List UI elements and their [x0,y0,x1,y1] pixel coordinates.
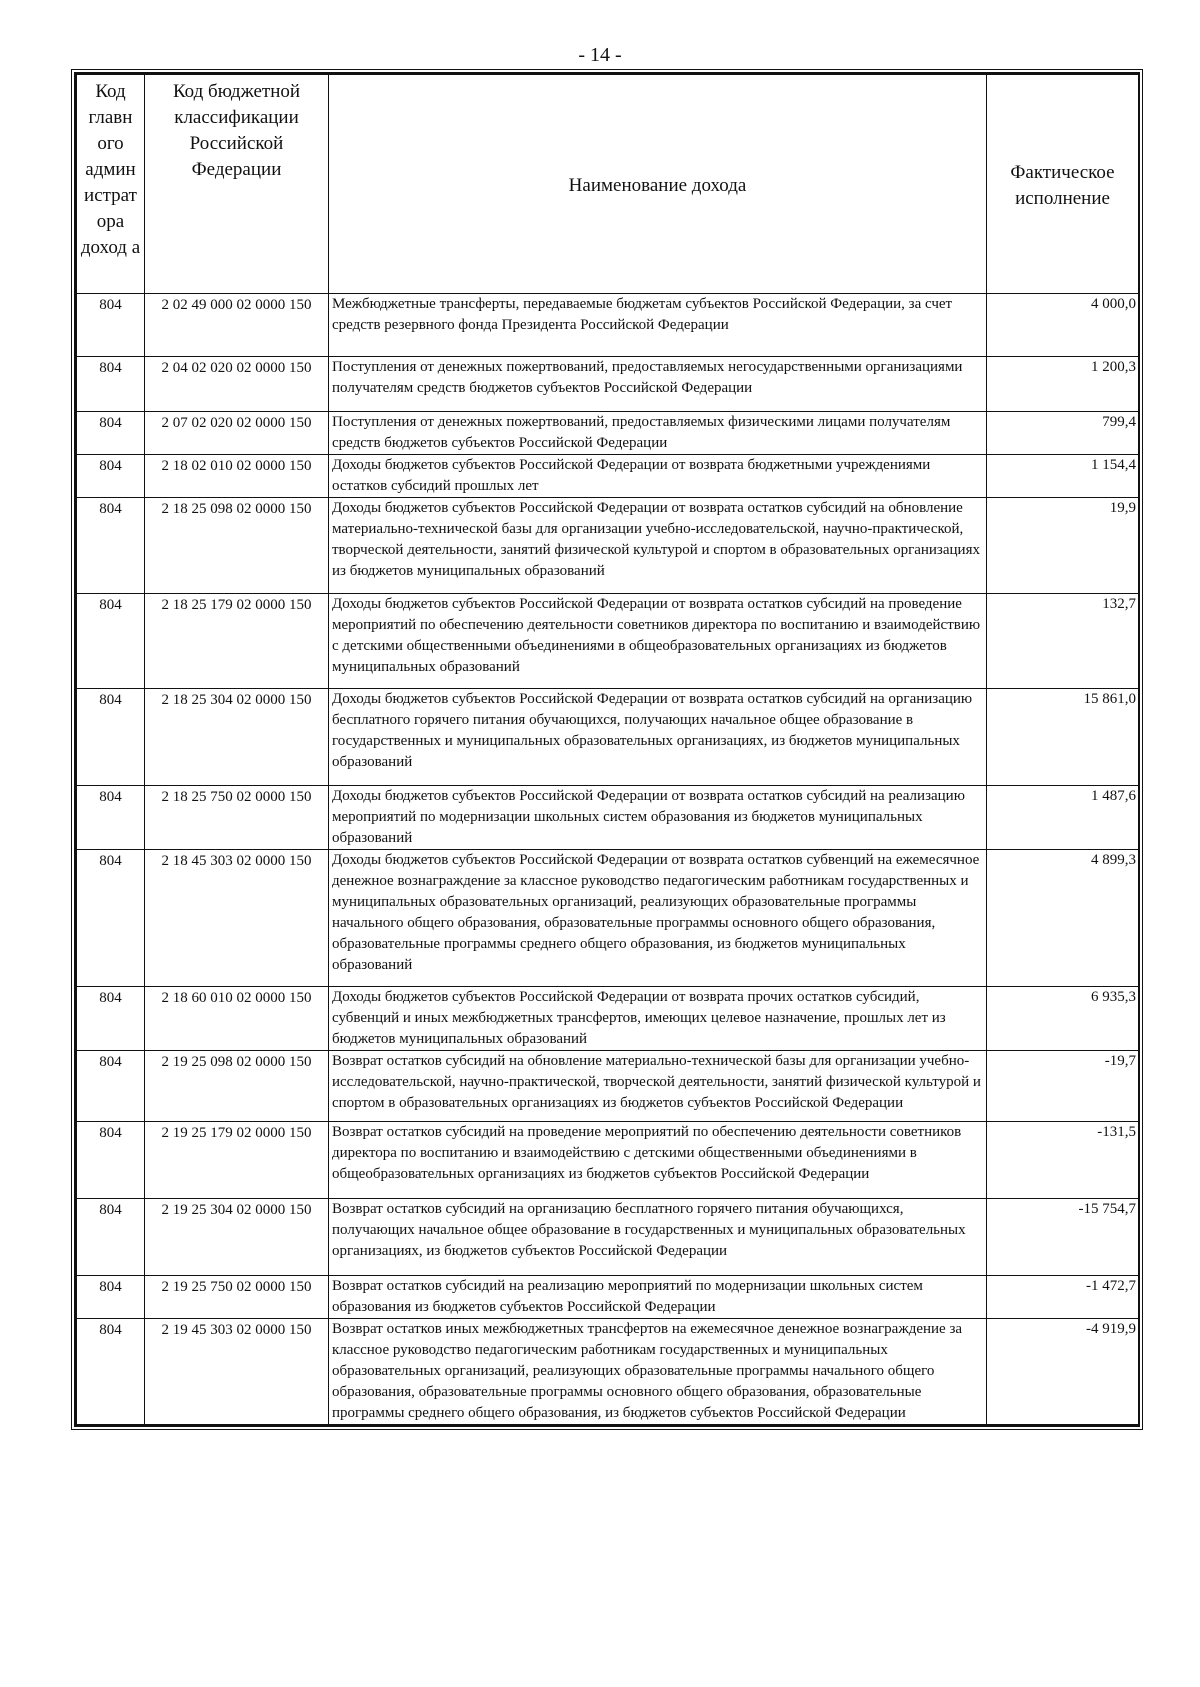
row-amount: 6 935,3 [987,987,1139,1051]
row-budget-code: 2 07 02 020 02 0000 150 [145,412,329,455]
income-table [76,74,1139,1425]
row-budget-code: 2 18 02 010 02 0000 150 [145,455,329,498]
table-row [77,987,1139,1051]
row-admin-code: 804 [77,357,145,412]
row-income-name: Возврат остатков субсидий на проведение мероприятий по обеспечению деятельности советников директора по воспитанию и взаимодействию с детскими общественными объединениями в общеобразовательных организациях из бюджетов субъектов Российской Федерации [329,1122,987,1199]
table-row [77,1122,1139,1199]
row-budget-code: 2 19 45 303 02 0000 150 [145,1319,329,1425]
row-admin-code: 804 [77,786,145,850]
table-header [77,75,1139,294]
table-row [77,294,1139,357]
row-amount: -131,5 [987,1122,1139,1199]
row-budget-code: 2 02 49 000 02 0000 150 [145,294,329,357]
row-income-name: Доходы бюджетов субъектов Российской Федерации от возврата остатков субсидий на проведение мероприятий по обеспечению деятельности советников директора по воспитанию и взаимодействию с детскими общественными объединениями в общеобразовательных организациях из бюджетов муниципальных образований [329,594,987,689]
income-table-frame [74,72,1140,1427]
row-budget-code: 2 18 25 304 02 0000 150 [145,689,329,786]
header-actual-execution: Фактическое исполнение [987,75,1139,294]
header-budget-code: Код бюджетной классификации Российской Федерации [145,75,329,294]
row-admin-code: 804 [77,1276,145,1319]
table-row [77,850,1139,987]
row-admin-code: 804 [77,1051,145,1122]
row-amount: 799,4 [987,412,1139,455]
row-budget-code: 2 18 45 303 02 0000 150 [145,850,329,987]
row-amount: 19,9 [987,498,1139,594]
row-income-name: Доходы бюджетов субъектов Российской Федерации от возврата остатков субвенций на ежемесячное денежное вознаграждение за классное руководство педагогическим работникам государственных и муниципальных образовательных организаций, реализующих образовательные программы начального общего образования, образовательные программы основного общего образования, образовательные программы среднего общего образования, из бюджетов муниципальных образований [329,850,987,987]
row-admin-code: 804 [77,1122,145,1199]
row-amount: -1 472,7 [987,1276,1139,1319]
header-admin-code: Код главн ого админ истрат ора доход а [77,75,145,294]
row-admin-code: 804 [77,498,145,594]
row-amount: 1 200,3 [987,357,1139,412]
row-admin-code: 804 [77,594,145,689]
row-budget-code: 2 19 25 304 02 0000 150 [145,1199,329,1276]
row-amount: -15 754,7 [987,1199,1139,1276]
row-income-name: Поступления от денежных пожертвований, предоставляемых негосударственными организациями получателям средств бюджетов субъектов Российской Федерации [329,357,987,412]
row-admin-code: 804 [77,412,145,455]
row-amount: 4 000,0 [987,294,1139,357]
row-admin-code: 804 [77,689,145,786]
row-admin-code: 804 [77,850,145,987]
table-row [77,786,1139,850]
row-amount: -4 919,9 [987,1319,1139,1425]
row-income-name: Доходы бюджетов субъектов Российской Федерации от возврата остатков субсидий на реализацию мероприятий по модернизации школьных систем образования из бюджетов муниципальных образований [329,786,987,850]
table-row [77,1051,1139,1122]
row-budget-code: 2 19 25 098 02 0000 150 [145,1051,329,1122]
page-number: - 14 - [578,44,622,66]
table-body [77,294,1139,1425]
table-row [77,455,1139,498]
row-admin-code: 804 [77,455,145,498]
table-row [77,689,1139,786]
row-budget-code: 2 18 25 098 02 0000 150 [145,498,329,594]
row-income-name: Доходы бюджетов субъектов Российской Федерации от возврата прочих остатков субсидий, субвенций и иных межбюджетных трансфертов, имеющих целевое назначение, прошлых лет из бюджетов муниципальных образований [329,987,987,1051]
table-row [77,1276,1139,1319]
row-admin-code: 804 [77,1319,145,1425]
row-budget-code: 2 04 02 020 02 0000 150 [145,357,329,412]
table-row [77,594,1139,689]
row-income-name: Возврат остатков субсидий на организацию бесплатного горячего питания обучающихся, получающих начальное общее образование в государственных и муниципальных образовательных организациях, из бюджетов субъектов Российской Федерации [329,1199,987,1276]
row-amount: 4 899,3 [987,850,1139,987]
header-income-name: Наименование дохода [329,75,987,294]
table-row [77,1199,1139,1276]
row-income-name: Возврат остатков субсидий на обновление материально-технической базы для организации учебно-исследовательской, научно-практической, творческой деятельности, занятий физической культурой и спортом в образовательных организациях из бюджетов субъектов Российской Федерации [329,1051,987,1122]
row-amount: -19,7 [987,1051,1139,1122]
row-budget-code: 2 18 25 179 02 0000 150 [145,594,329,689]
row-income-name: Межбюджетные трансферты, передаваемые бюджетам субъектов Российской Федерации, за счет средств резервного фонда Президента Российской Федерации [329,294,987,357]
row-income-name: Возврат остатков субсидий на реализацию мероприятий по модернизации школьных систем образования из бюджетов субъектов Российской Федерации [329,1276,987,1319]
table-row [77,498,1139,594]
row-income-name: Доходы бюджетов субъектов Российской Федерации от возврата остатков субсидий на организацию бесплатного горячего питания обучающихся, получающих начальное общее образование в государственных и муниципальных образовательных организациях, из бюджетов муниципальных образований [329,689,987,786]
table-row [77,412,1139,455]
row-budget-code: 2 18 25 750 02 0000 150 [145,786,329,850]
row-budget-code: 2 19 25 179 02 0000 150 [145,1122,329,1199]
row-amount: 1 154,4 [987,455,1139,498]
row-admin-code: 804 [77,294,145,357]
row-amount: 132,7 [987,594,1139,689]
row-budget-code: 2 18 60 010 02 0000 150 [145,987,329,1051]
table-row [77,1319,1139,1425]
row-budget-code: 2 19 25 750 02 0000 150 [145,1276,329,1319]
row-income-name: Доходы бюджетов субъектов Российской Федерации от возврата бюджетными учреждениями остатков субсидий прошлых лет [329,455,987,498]
row-admin-code: 804 [77,987,145,1051]
row-income-name: Доходы бюджетов субъектов Российской Федерации от возврата остатков субсидий на обновление материально-технической базы для организации учебно-исследовательской, научно-практической, творческой деятельности, занятий физической культурой и спортом в образовательных организациях из бюджетов муниципальных образований [329,498,987,594]
row-amount: 15 861,0 [987,689,1139,786]
row-admin-code: 804 [77,1199,145,1276]
row-income-name: Поступления от денежных пожертвований, предоставляемых физическими лицами получателям средств бюджетов субъектов Российской Федерации [329,412,987,455]
row-income-name: Возврат остатков иных межбюджетных трансфертов на ежемесячное денежное вознаграждение за классное руководство педагогическим работникам государственных и муниципальных образовательных организаций, реализующих образовательные программы начального общего образования, образовательные программы основного общего образования, образовательные программы среднего общего образования, из бюджетов субъектов Российской Федерации [329,1319,987,1425]
table-row [77,357,1139,412]
row-amount: 1 487,6 [987,786,1139,850]
